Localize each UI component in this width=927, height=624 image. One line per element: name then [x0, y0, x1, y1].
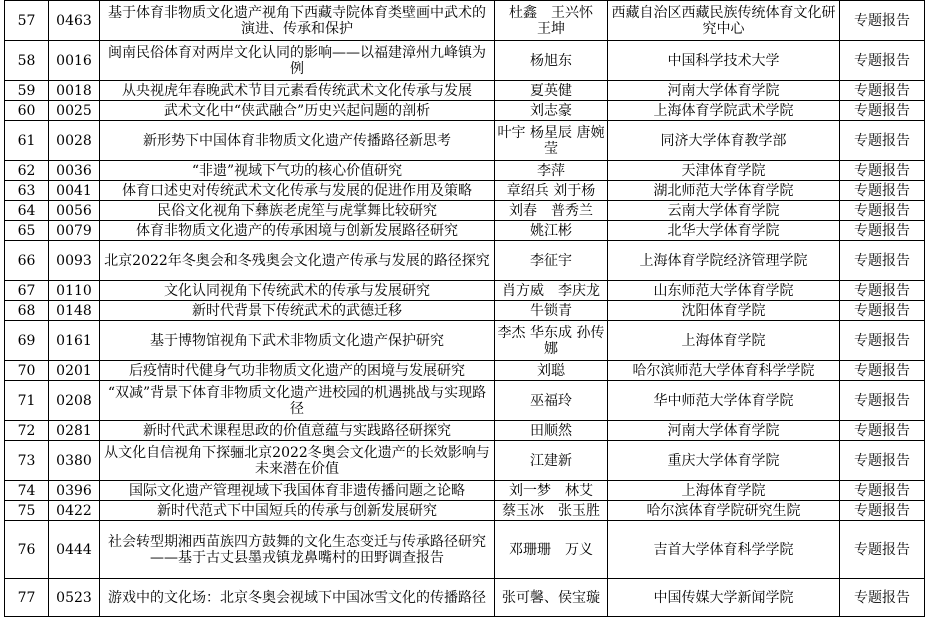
paper-authors: 张可馨、侯宝璇	[495, 579, 608, 617]
paper-code: 0161	[49, 321, 100, 361]
row-number: 61	[5, 121, 49, 161]
paper-title: 游戏中的文化场：北京冬奥会视域下中国冰雪文化的传播路径	[100, 579, 495, 617]
paper-title: 闽南民俗体育对两岸文化认同的影响——以福建漳州九峰镇为例	[100, 41, 495, 81]
author-affiliation: 湖北师范大学体育学院	[608, 181, 840, 201]
paper-title: 从文化自信视角下探骊北京2022冬奥会文化遗产的长效影响与未来潜在价值	[100, 441, 495, 481]
row-number: 57	[5, 1, 49, 41]
author-affiliation: 上海体育学院武术学院	[608, 101, 840, 121]
author-affiliation: 河南大学体育学院	[608, 421, 840, 441]
paper-code: 0016	[49, 41, 100, 81]
paper-authors: 田顺然	[495, 421, 608, 441]
paper-title: 新时代背景下传统武术的武德迁移	[100, 301, 495, 321]
paper-code: 0463	[49, 1, 100, 41]
table-row	[5, 221, 925, 241]
row-number: 70	[5, 361, 49, 381]
table-row	[5, 441, 925, 481]
paper-title: 武术文化中“侠武融合”历史兴起问题的剖析	[100, 101, 495, 121]
paper-authors: 刘志豪	[495, 101, 608, 121]
paper-title: 体育非物质文化遗产的传承困境与创新发展路径研究	[100, 221, 495, 241]
report-type: 专题报告	[840, 101, 925, 121]
paper-code: 0036	[49, 161, 100, 181]
row-number: 73	[5, 441, 49, 481]
paper-code: 0380	[49, 441, 100, 481]
paper-code: 0018	[49, 81, 100, 101]
table-row	[5, 481, 925, 501]
row-number: 58	[5, 41, 49, 81]
row-number: 65	[5, 221, 49, 241]
paper-authors: 刘一梦 林艾	[495, 481, 608, 501]
report-type: 专题报告	[840, 481, 925, 501]
table-row	[5, 321, 925, 361]
report-type: 专题报告	[840, 281, 925, 301]
report-type: 专题报告	[840, 41, 925, 81]
paper-title: 北京2022年冬奥会和冬残奥会文化遗产传承与发展的路径探究	[100, 241, 495, 281]
paper-code: 0208	[49, 381, 100, 421]
author-affiliation: 同济大学体育教学部	[608, 121, 840, 161]
paper-code: 0025	[49, 101, 100, 121]
author-affiliation: 中国科学技术大学	[608, 41, 840, 81]
paper-title: 后疫情时代健身气功非物质文化遗产的困境与发展研究	[100, 361, 495, 381]
table-row	[5, 81, 925, 101]
author-affiliation: 哈尔滨师范大学体育科学学院	[608, 361, 840, 381]
paper-title: 民俗文化视角下彝族老虎笙与虎掌舞比较研究	[100, 201, 495, 221]
author-affiliation: 上海体育学院	[608, 321, 840, 361]
row-number: 62	[5, 161, 49, 181]
author-affiliation: 哈尔滨体育学院研究生院	[608, 501, 840, 521]
row-number: 75	[5, 501, 49, 521]
report-type: 专题报告	[840, 161, 925, 181]
paper-code: 0056	[49, 201, 100, 221]
paper-authors: 叶宇 杨星辰 唐婉莹	[495, 121, 608, 161]
report-type: 专题报告	[840, 521, 925, 579]
paper-authors: 牛锁青	[495, 301, 608, 321]
table-row	[5, 501, 925, 521]
report-type: 专题报告	[840, 81, 925, 101]
report-type: 专题报告	[840, 121, 925, 161]
row-number: 72	[5, 421, 49, 441]
row-number: 63	[5, 181, 49, 201]
paper-code: 0201	[49, 361, 100, 381]
report-type: 专题报告	[840, 1, 925, 41]
report-type: 专题报告	[840, 301, 925, 321]
table-row	[5, 121, 925, 161]
report-type: 专题报告	[840, 241, 925, 281]
paper-authors: 邓珊珊 万义	[495, 521, 608, 579]
row-number: 74	[5, 481, 49, 501]
paper-code: 0028	[49, 121, 100, 161]
paper-code: 0523	[49, 579, 100, 617]
author-affiliation: 吉首大学体育科学学院	[608, 521, 840, 579]
author-affiliation: 河南大学体育学院	[608, 81, 840, 101]
author-affiliation: 云南大学体育学院	[608, 201, 840, 221]
paper-title: “非遗”视域下气功的核心价值研究	[100, 161, 495, 181]
report-type: 专题报告	[840, 361, 925, 381]
report-type: 专题报告	[840, 501, 925, 521]
paper-title: 基于博物馆视角下武术非物质文化遗产保护研究	[100, 321, 495, 361]
paper-authors: 巫福玲	[495, 381, 608, 421]
table-body	[5, 1, 925, 617]
row-number: 64	[5, 201, 49, 221]
paper-authors: 肖方威 李庆龙	[495, 281, 608, 301]
table-row	[5, 1, 925, 41]
paper-authors: 江建新	[495, 441, 608, 481]
paper-title: 新时代范式下中国短兵的传承与创新发展研究	[100, 501, 495, 521]
row-number: 66	[5, 241, 49, 281]
row-number: 71	[5, 381, 49, 421]
report-type: 专题报告	[840, 441, 925, 481]
paper-code: 0110	[49, 281, 100, 301]
author-affiliation: 华中师范大学体育学院	[608, 381, 840, 421]
author-affiliation: 中国传媒大学新闻学院	[608, 579, 840, 617]
report-type: 专题报告	[840, 201, 925, 221]
table-row	[5, 421, 925, 441]
paper-title: 基于体育非物质文化遗产视角下西藏寺院体育类壁画中武术的演进、传承和保护	[100, 1, 495, 41]
table-row	[5, 521, 925, 579]
paper-title: 新形势下中国体育非物质文化遗产传播路径新思考	[100, 121, 495, 161]
table-row	[5, 579, 925, 617]
paper-code: 0422	[49, 501, 100, 521]
row-number: 67	[5, 281, 49, 301]
author-affiliation: 上海体育学院	[608, 481, 840, 501]
paper-code: 0396	[49, 481, 100, 501]
author-affiliation: 北华大学体育学院	[608, 221, 840, 241]
report-type: 专题报告	[840, 321, 925, 361]
author-affiliation: 重庆大学体育学院	[608, 441, 840, 481]
table-row	[5, 281, 925, 301]
report-type: 专题报告	[840, 221, 925, 241]
table-row	[5, 301, 925, 321]
paper-title: 体育口述史对传统武术文化传承与发展的促进作用及策略	[100, 181, 495, 201]
report-type: 专题报告	[840, 181, 925, 201]
author-affiliation: 沈阳体育学院	[608, 301, 840, 321]
paper-title: 从央视虎年春晚武术节目元素看传统武术文化传承与发展	[100, 81, 495, 101]
author-affiliation: 天津体育学院	[608, 161, 840, 181]
paper-title: 国际文化遗产管理视域下我国体育非遗传播问题之论略	[100, 481, 495, 501]
paper-code: 0444	[49, 521, 100, 579]
paper-code: 0148	[49, 301, 100, 321]
paper-title: 文化认同视角下传统武术的传承与发展研究	[100, 281, 495, 301]
paper-authors: 李征宇	[495, 241, 608, 281]
report-table	[4, 0, 925, 617]
paper-authors: 章绍兵 刘于杨	[495, 181, 608, 201]
paper-authors: 杨旭东	[495, 41, 608, 81]
paper-authors: 刘春 普秀兰	[495, 201, 608, 221]
table-row	[5, 101, 925, 121]
paper-code: 0093	[49, 241, 100, 281]
paper-title: 社会转型期湘西苗族四方鼓舞的文化生态变迁与传承路径研究 ——基于古丈县墨戎镇龙鼻嘴村的田野调查报告	[100, 521, 495, 579]
table-row	[5, 181, 925, 201]
row-number: 77	[5, 579, 49, 617]
row-number: 60	[5, 101, 49, 121]
paper-authors: 刘聪	[495, 361, 608, 381]
paper-authors: 夏英健	[495, 81, 608, 101]
report-type: 专题报告	[840, 421, 925, 441]
paper-title: 新时代武术课程思政的价值意蕴与实践路径研探究	[100, 421, 495, 441]
paper-authors: 姚江彬	[495, 221, 608, 241]
paper-authors: 李杰 华东成 孙传娜	[495, 321, 608, 361]
table-row	[5, 201, 925, 221]
paper-authors: 蔡玉冰 张玉胜	[495, 501, 608, 521]
paper-code: 0079	[49, 221, 100, 241]
paper-authors: 李萍	[495, 161, 608, 181]
table-row	[5, 161, 925, 181]
table-row	[5, 241, 925, 281]
paper-authors: 杜鑫 王兴怀 王坤	[495, 1, 608, 41]
row-number: 59	[5, 81, 49, 101]
table-row	[5, 361, 925, 381]
row-number: 69	[5, 321, 49, 361]
paper-code: 0281	[49, 421, 100, 441]
row-number: 76	[5, 521, 49, 579]
paper-title: “双减”背景下体育非物质文化遗产进校园的机遇挑战与实现路径	[100, 381, 495, 421]
table-row	[5, 381, 925, 421]
author-affiliation: 上海体育学院经济管理学院	[608, 241, 840, 281]
report-type: 专题报告	[840, 381, 925, 421]
table-row	[5, 41, 925, 81]
report-type: 专题报告	[840, 579, 925, 617]
author-affiliation: 西藏自治区西藏民族传统体育文化研究中心	[608, 1, 840, 41]
row-number: 68	[5, 301, 49, 321]
author-affiliation: 山东师范大学体育学院	[608, 281, 840, 301]
paper-code: 0041	[49, 181, 100, 201]
